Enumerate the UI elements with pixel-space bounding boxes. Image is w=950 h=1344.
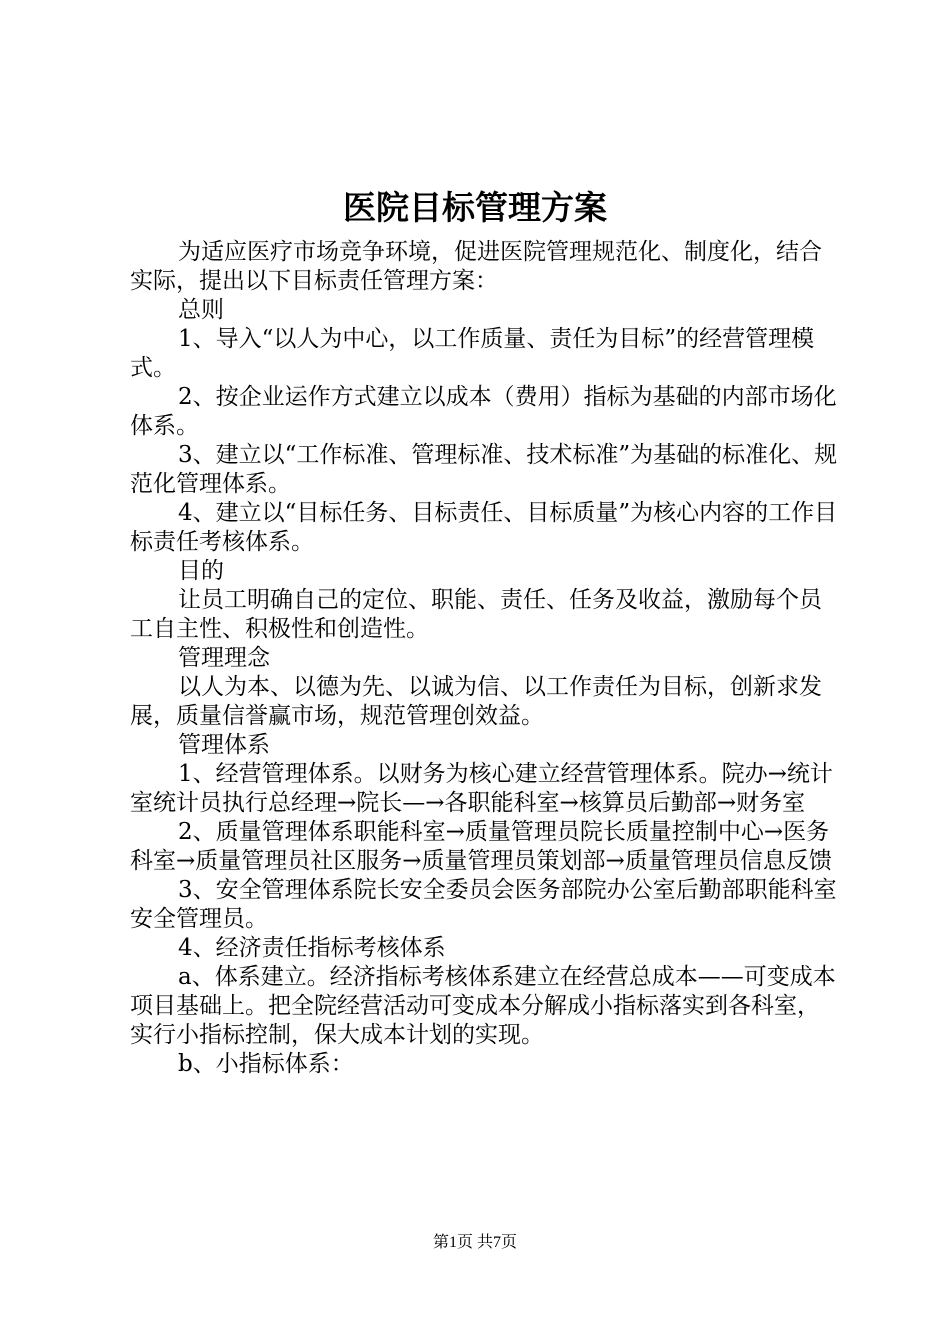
section-heading-general: 总则: [178, 297, 224, 323]
purpose-paragraph: 让员工明确自己的定位、职能、责任、任务及收益，激励每个员工自主性、积极性和创造性。: [130, 587, 822, 642]
document-body: [130, 238, 842, 1079]
page-footer: 第1页 共7页: [432, 1234, 517, 1251]
system-item-2: 2、质量管理体系职能科室→质量管理员院长质量控制中心→医务科室→质量管理员社区服务→质量管理员策划部→质量管理员信息反馈: [130, 819, 832, 874]
section-heading-system: 管理体系: [178, 732, 270, 758]
system-item-3: 3、安全管理体系院长安全委员会医务部院办公室后勤部职能科室安全管理员。: [130, 877, 837, 932]
general-item-1: 1、导入“以人为中心，以工作质量、责任为目标”的经营管理模式。: [130, 326, 815, 381]
system-item-1: 1、经营管理体系。以财务为核心建立经营管理体系。院办→统计室统计员执行总经理→院长—→各职能科室→核算员后勤部→财务室: [130, 761, 833, 816]
section-heading-purpose: 目的: [178, 558, 224, 584]
system-item-b: b、小指标体系：: [178, 1051, 354, 1077]
general-item-2: 2、按企业运作方式建立以成本（费用）指标为基础的内部市场化体系。: [130, 384, 837, 439]
intro-paragraph: 为适应医疗市场竞争环境，促进医院管理规范化、制度化，结合实际，提出以下目标责任管理方案：: [130, 239, 822, 294]
general-item-4: 4、建立以“目标任务、目标责任、目标质量”为核心内容的工作目标责任考核体系。: [130, 500, 838, 555]
system-item-a: a、体系建立。经济指标考核体系建立在经营总成本——可变成本项目基础上。把全院经营活动可变成本分解成小指标落实到各科室，实行小指标控制，保大成本计划的实现。: [130, 964, 836, 1048]
general-item-3: 3、建立以“工作标准、管理标准、技术标准”为基础的标准化、规范化管理体系。: [130, 442, 838, 497]
section-heading-philosophy: 管理理念: [178, 645, 270, 671]
page-title: 医院目标管理方案: [343, 188, 607, 227]
philosophy-paragraph: 以人为本、以德为先、以诚为信、以工作责任为目标，创新求发展，质量信誉赢市场，规范管理创效益。: [130, 674, 822, 729]
system-item-4: 4、经济责任指标考核体系: [178, 935, 446, 961]
